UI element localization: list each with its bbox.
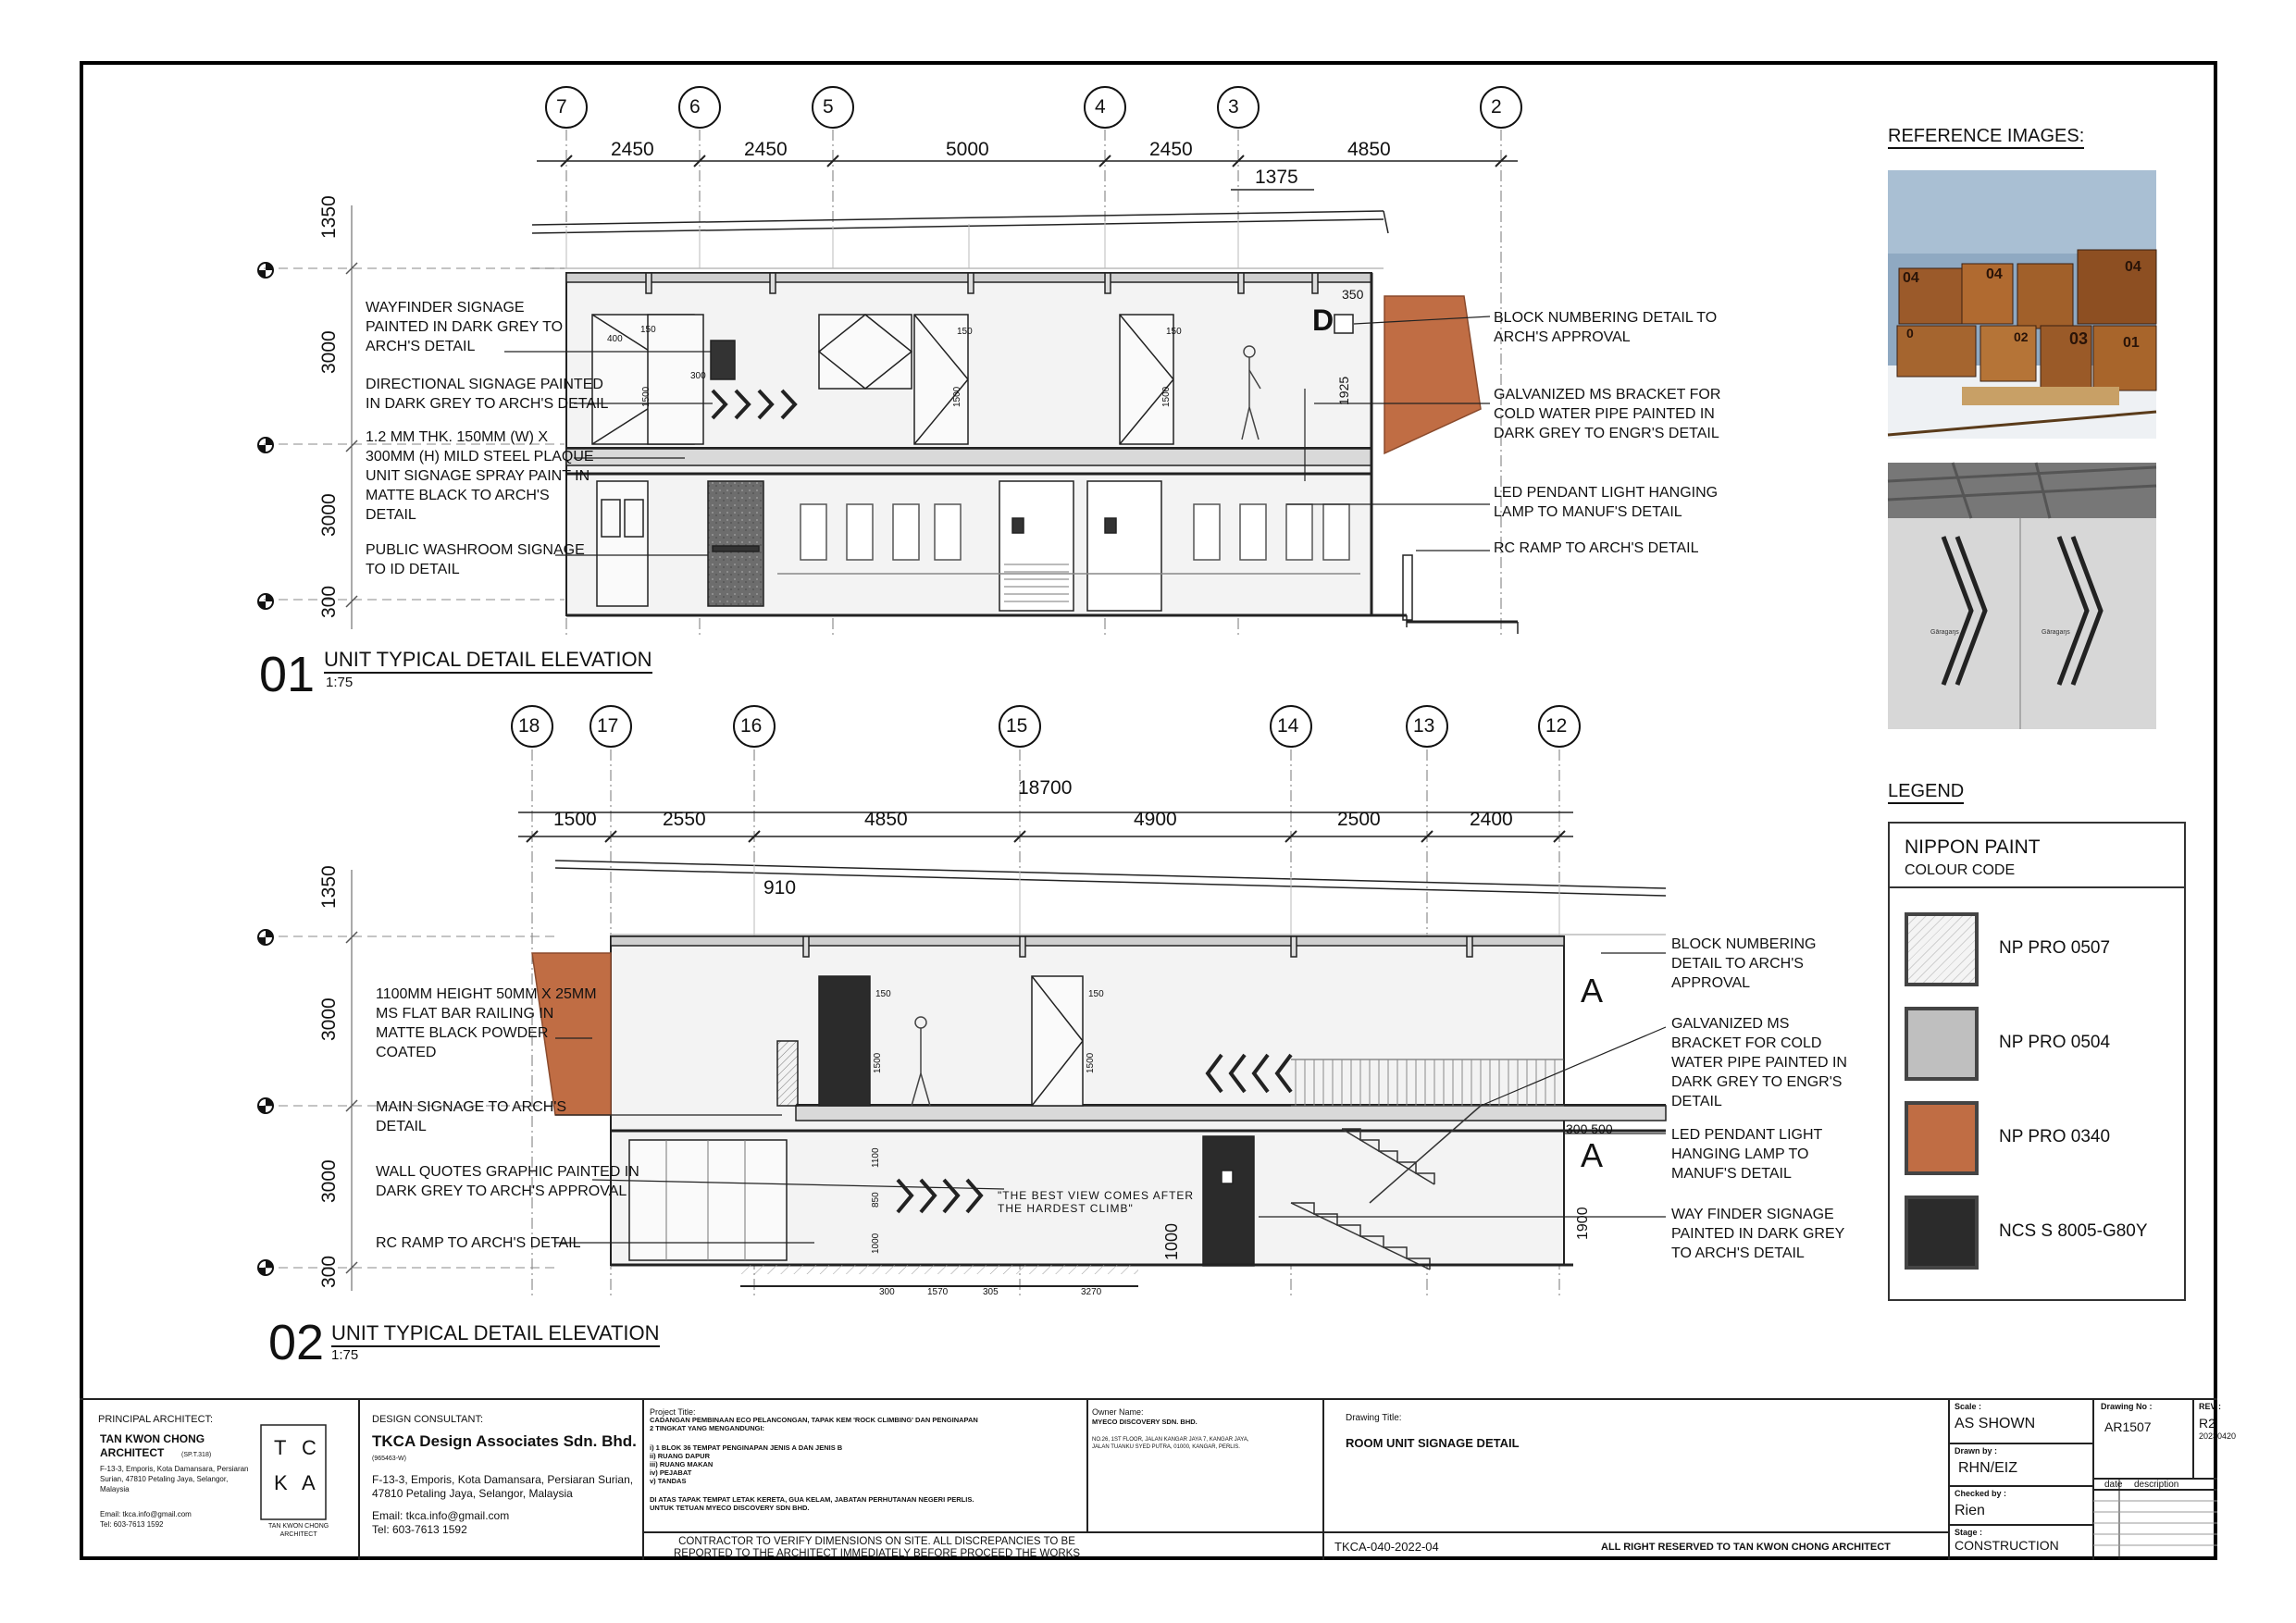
- legend-swatch-np-pro-0504: [1905, 1007, 1979, 1081]
- photo-unit-number: 04: [1986, 266, 2003, 282]
- grid-bubble-label: 2: [1491, 96, 1502, 118]
- revision-date-header: date: [2104, 1480, 2123, 1490]
- local-dimension: 150: [875, 989, 891, 999]
- local-dimension: 1000: [1162, 1222, 1181, 1260]
- annotation-led-pendant: LED PENDANT LIGHT HANGING LAMP TO MANUF'S DETAIL: [1671, 1127, 1823, 1182]
- legend-subtitle: COLOUR CODE: [1905, 862, 2016, 878]
- annotation-block-numbering: BLOCK NUMBERING DETAIL TO ARCH'S APPROVAL: [1671, 936, 1817, 991]
- wayfinder-signage-1: [711, 341, 735, 379]
- level-dimension: 300: [318, 585, 340, 618]
- consultant-label: DESIGN CONSULTANT:: [372, 1414, 483, 1425]
- local-dimension: 300: [879, 1287, 895, 1297]
- elevation-02-title: UNIT TYPICAL DETAIL ELEVATION: [331, 1321, 660, 1347]
- drawing-no-label: Drawing No :: [2101, 1402, 2153, 1411]
- annotation-wall-quotes: WALL QUOTES GRAPHIC PAINTED IN DARK GREY TO ARCH'S APPROVAL: [376, 1164, 639, 1199]
- annotation-directional-signage: DIRECTIONAL SIGNAGE PAINTED IN DARK GREY TO ARCH'S DETAIL: [366, 377, 609, 412]
- grid-bubble-label: 16: [740, 715, 763, 737]
- legend-swatch-ncs-s-8005: [1905, 1196, 1979, 1270]
- local-dimension: 1500: [1161, 386, 1172, 407]
- photo-unit-number: 0: [1906, 326, 1914, 341]
- annotation-rc-ramp: RC RAMP TO ARCH'S DETAIL: [1494, 540, 1699, 556]
- legend-code: NP PRO 0507: [1999, 938, 2111, 958]
- drawing-no-value: AR1507: [2104, 1419, 2152, 1434]
- dimension-label: 4850: [1347, 139, 1391, 160]
- annotation-wayfinder-signage: WAYFINDER SIGNAGE PAINTED IN DARK GREY TO ARCH'S DETAIL: [366, 300, 564, 354]
- annotation-ms-bracket: GALVANIZED MS BRACKET FOR COLD WATER PIPE PAINTED IN DARK GREY TO ENGR'S DETAIL: [1671, 1016, 1847, 1109]
- local-dimension: 3270: [1081, 1287, 1102, 1297]
- consultant-address: F-13-3, Emporis, Kota Damansara, Persiaran Surian, 47810 Petaling Jaya, Selangor, Malaysia: [372, 1473, 634, 1500]
- local-dimension: 1900: [1575, 1207, 1591, 1240]
- reference-photo-1: [1888, 170, 2156, 439]
- legend-code: NP PRO 0340: [1999, 1127, 2111, 1146]
- project-title: CADANGAN PEMBINAAN ECO PELANCONGAN, TAPAK KEM 'ROCK CLIMBING' DAN PENGINAPAN 2 TINGKAT YANG MENGANDUNGI:: [650, 1416, 978, 1432]
- elevation-01-number: 01: [259, 647, 316, 702]
- rights-reserved: ALL RIGHT RESERVED TO TAN KWON CHONG ARCHITECT: [1601, 1542, 1891, 1553]
- dimension-label: 5000: [946, 139, 989, 160]
- dimension-label: 2450: [1149, 139, 1193, 160]
- owner-label: Owner Name:: [1092, 1407, 1144, 1417]
- consultant-name: TKCA Design Associates Sdn. Bhd.: [372, 1432, 637, 1450]
- logo-letter: A: [302, 1471, 316, 1494]
- elevation-02-number: 02: [268, 1315, 325, 1370]
- checked-by-label: Checked by :: [1955, 1489, 2007, 1498]
- annotation-main-signage: MAIN SIGNAGE TO ARCH'S DETAIL: [376, 1099, 567, 1134]
- dimension-label: 1500: [553, 809, 597, 830]
- dimension-label: 2550: [663, 809, 706, 830]
- reference-photo-2: [1888, 463, 2156, 729]
- grid-bubble-label: 14: [1277, 715, 1299, 737]
- project-items: i) 1 BLOK 36 TEMPAT PENGINAPAN JENIS A DAN JENIS B ii) RUANG DAPUR iii) RUANG MAKAN iv) PEJABAT v) TANDAS: [650, 1443, 843, 1485]
- legend-title: LEGEND: [1888, 781, 1964, 804]
- grid-bubble-label: 3: [1228, 96, 1239, 118]
- local-dimension: 1000: [871, 1233, 881, 1254]
- local-dimension: 150: [1088, 989, 1104, 999]
- logo-letter: K: [274, 1471, 288, 1494]
- level-dimension: 3000: [318, 493, 340, 537]
- legend-divider: [1890, 886, 2184, 888]
- drawing-title-label: Drawing Title:: [1346, 1413, 1402, 1423]
- annotation-led-pendant: LED PENDANT LIGHT HANGING LAMP TO MANUF'S DETAIL: [1494, 485, 1719, 520]
- rev-date: 20230420: [2199, 1431, 2237, 1441]
- level-dimension: 3000: [318, 997, 340, 1041]
- principal-tel: Tel: 603-7613 1592: [100, 1520, 164, 1529]
- local-dimension: 850: [871, 1192, 881, 1208]
- level-dimension: 3000: [318, 1159, 340, 1203]
- dark-door-lower: [1203, 1136, 1254, 1266]
- legend-box: [1888, 822, 2186, 1301]
- level-dimension: 3000: [318, 330, 340, 374]
- consultant-email: Email: tkca.info@gmail.com: [372, 1509, 510, 1522]
- public-washroom-door: [708, 481, 763, 606]
- elevation-02-scale: 1:75: [331, 1347, 359, 1363]
- dimension-label: 910: [763, 877, 797, 898]
- photo-wall-text: Gāragaŋs: [2042, 629, 2070, 636]
- drawing-title: ROOM UNIT SIGNAGE DETAIL: [1346, 1436, 1520, 1450]
- dimension-label: 4850: [864, 809, 908, 830]
- principal-name: TAN KWON CHONG ARCHITECT: [100, 1432, 205, 1459]
- principal-reg: (SP.T.318): [181, 1452, 212, 1458]
- local-dimension: 300 500: [1566, 1121, 1613, 1136]
- reference-images-title: REFERENCE IMAGES:: [1888, 126, 2084, 149]
- photo-unit-number: 03: [2069, 329, 2089, 348]
- block-number-letter: A: [1581, 1136, 1604, 1174]
- consultant-tel: Tel: 603-7613 1592: [372, 1523, 467, 1536]
- legend-code: NP PRO 0504: [1999, 1033, 2111, 1052]
- local-dimension: 350: [1342, 287, 1364, 302]
- logo-caption: TAN KWON CHONG ARCHITECT: [268, 1523, 329, 1538]
- principal-email: Email: tkca.info@gmail.com: [100, 1510, 192, 1518]
- principal-label: PRINCIPAL ARCHITECT:: [98, 1414, 214, 1425]
- grid-bubble-label: 15: [1006, 715, 1028, 737]
- local-dimension: 1500: [1086, 1052, 1096, 1073]
- local-dimension: 150: [640, 325, 656, 335]
- scale-value: AS SHOWN: [1955, 1416, 2036, 1431]
- project-location: DI ATAS TAPAK TEMPAT LETAK KERETA, GUA KELAM, JABATAN PERHUTANAN NEGERI PERLIS. UNTUK TETUAN MYECO DISCOVERY SDN BHD.: [650, 1495, 974, 1512]
- level-dimension: 1350: [318, 865, 340, 909]
- photo-unit-number: 01: [2123, 335, 2140, 351]
- dimension-label: 2400: [1470, 809, 1513, 830]
- legend-code: NCS S 8005-G80Y: [1999, 1221, 2148, 1241]
- dimension-label: 2450: [744, 139, 788, 160]
- annotation-unit-signage-plaque: 1.2 MM THK. 150MM (W) X 300MM (H) MILD STEEL PLAQUE UNIT SIGNAGE SPRAY PAINT IN MATTE BLACK TO ARCH'S DETAIL: [366, 429, 594, 523]
- grid-bubble-label: 7: [556, 96, 567, 118]
- local-dimension: 1100: [871, 1147, 881, 1168]
- legend-swatch-np-pro-0507: [1905, 912, 1979, 986]
- annotation-washroom-signage: PUBLIC WASHROOM SIGNAGE TO ID DETAIL: [366, 542, 585, 577]
- local-dimension: 305: [983, 1287, 999, 1297]
- drawn-by-label: Drawn by :: [1955, 1446, 1998, 1456]
- revision-description-header: description: [2134, 1480, 2179, 1490]
- grid-bubble-label: 13: [1413, 715, 1435, 737]
- local-dimension: 1500: [641, 386, 652, 407]
- dimension-label: 4900: [1134, 809, 1177, 830]
- scale-label: Scale :: [1955, 1402, 1982, 1411]
- annotation-block-numbering: BLOCK NUMBERING DETAIL TO ARCH'S APPROVAL: [1494, 310, 1718, 345]
- stage-label: Stage :: [1955, 1528, 1983, 1537]
- drawn-by-value: RHN/EIZ: [1958, 1460, 2017, 1476]
- level-dimension: 300: [318, 1255, 340, 1288]
- owner-name: MYECO DISCOVERY SDN. BHD.: [1092, 1418, 1198, 1426]
- block-number-letter: A: [1581, 972, 1604, 1010]
- photo-unit-number: 02: [2014, 329, 2029, 344]
- dimension-label: 2450: [611, 139, 654, 160]
- dark-door-upper: [819, 976, 870, 1106]
- project-code: TKCA-040-2022-04: [1334, 1540, 1439, 1554]
- annotation-ms-bracket: GALVANIZED MS BRACKET FOR COLD WATER PIPE PAINTED IN DARK GREY TO ENGR'S DETAIL: [1494, 387, 1721, 441]
- annotation-railing: 1100MM HEIGHT 50MM X 25MM MS FLAT BAR RAILING IN MATTE BLACK POWDER COATED: [376, 986, 597, 1060]
- grid-bubble-label: 6: [689, 96, 701, 118]
- grid-bubble-label: 17: [597, 715, 619, 737]
- local-dimension: 1570: [927, 1287, 949, 1297]
- local-dimension: 150: [1166, 327, 1182, 337]
- dimension-total: 18700: [1018, 777, 1073, 799]
- grid-bubble-label: 18: [518, 715, 540, 737]
- owner-address: NO.26, 1ST FLOOR, JALAN KANGAR JAYA 7, KANGAR JAYA, JALAN TUANKU SYED PUTRA, 01000, KANGAR, PERLIS.: [1092, 1437, 1249, 1450]
- revision-rows: [2093, 1501, 2217, 1545]
- local-dimension: 150: [957, 327, 973, 337]
- checked-by-value: Rien: [1955, 1503, 1985, 1518]
- local-dimension: 1500: [873, 1052, 883, 1073]
- photo-wall-text: Gāragaŋs: [1930, 629, 1959, 636]
- contractor-note: CONTRACTOR TO VERIFY DIMENSIONS ON SITE. ALL DISCREPANCIES TO BE REPORTED TO THE ARCHITECT IMMEDIATELY BEFORE PROCEED THE WORKS: [674, 1536, 1080, 1559]
- elevation-01-title: UNIT TYPICAL DETAIL ELEVATION: [324, 648, 652, 674]
- legend-brand: NIPPON PAINT: [1905, 836, 2041, 858]
- block-number-letter: D: [1312, 304, 1334, 337]
- principal-address: F-13-3, Emporis, Kota Damansara, Persiaran Surian, 47810 Petaling Jaya, Selangor, Malaysia: [100, 1465, 249, 1493]
- elevation-01-scale: 1:75: [326, 675, 354, 690]
- local-dimension: 1925: [1336, 376, 1351, 405]
- consultant-reg: (965463-W): [372, 1456, 406, 1462]
- legend-swatch-np-pro-0340: [1905, 1101, 1979, 1175]
- photo-unit-number: 04: [1903, 270, 1919, 286]
- annotation-way-finder: WAY FINDER SIGNAGE PAINTED IN DARK GREY TO ARCH'S DETAIL: [1671, 1207, 1845, 1261]
- project-label: Project Title:: [650, 1407, 696, 1417]
- dimension-label: 1375: [1255, 167, 1298, 188]
- logo-letter: T: [274, 1436, 287, 1459]
- rev-value: R2: [2199, 1416, 2215, 1431]
- wall-quote-text: "THE BEST VIEW COMES AFTER THE HARDEST CLIMB": [998, 1189, 1195, 1215]
- local-dimension: 300: [690, 371, 706, 381]
- grid-bubble-label: 5: [823, 96, 834, 118]
- grid-bubble-label: 12: [1545, 715, 1568, 737]
- annotation-rc-ramp: RC RAMP TO ARCH'S DETAIL: [376, 1235, 581, 1251]
- grid-bubble-label: 4: [1095, 96, 1106, 118]
- logo-letter: C: [302, 1436, 316, 1459]
- level-dimension: 1350: [318, 195, 340, 239]
- photo-unit-number: 04: [2125, 259, 2141, 275]
- stage-value: CONSTRUCTION: [1955, 1538, 2059, 1553]
- rev-label: REV :: [2199, 1402, 2222, 1411]
- dimension-label: 2500: [1337, 809, 1381, 830]
- local-dimension: 400: [607, 334, 623, 344]
- local-dimension: 1500: [952, 386, 962, 407]
- main-signage: [777, 1041, 798, 1106]
